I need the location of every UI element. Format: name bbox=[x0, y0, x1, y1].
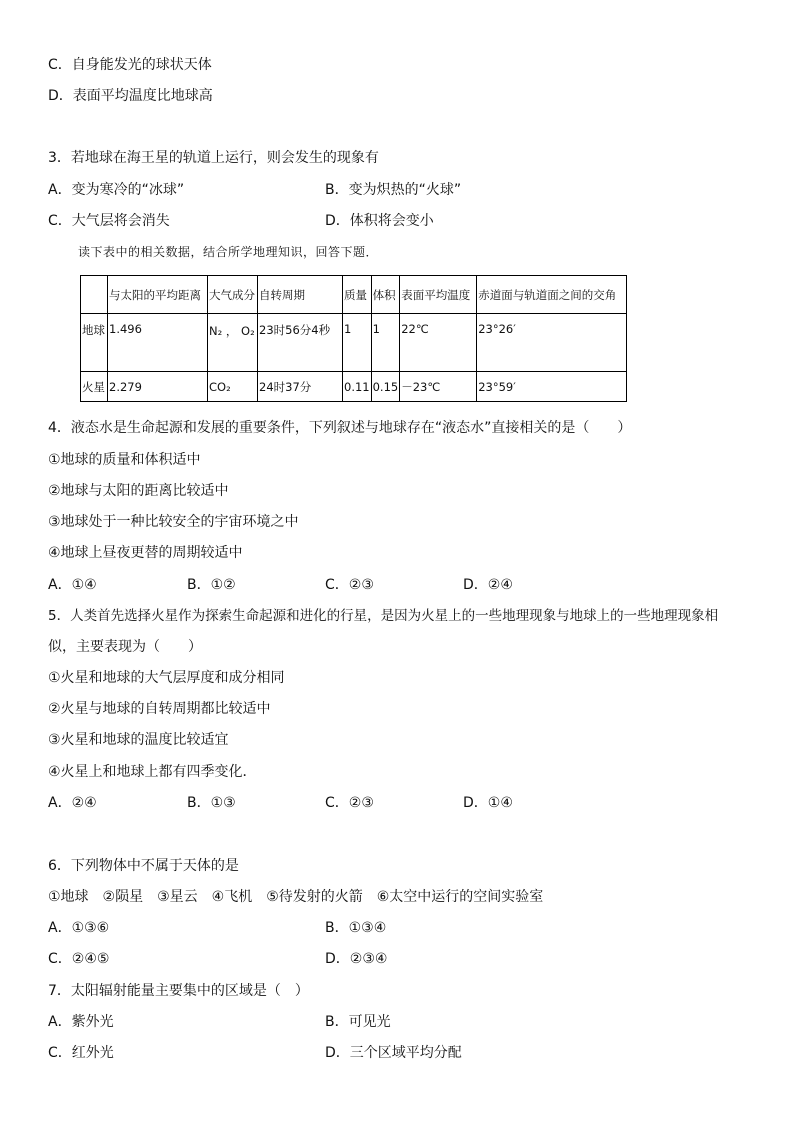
q6-option-a: A．①③⑥ bbox=[48, 920, 110, 936]
q5-option-c: C．②③ bbox=[325, 795, 374, 811]
q7-option-a: A．紫外光 bbox=[48, 1014, 114, 1030]
q7-option-c: C．红外光 bbox=[48, 1045, 114, 1061]
q5-item-1: ①火星和地球的大气层厚度和成分相同 bbox=[48, 670, 285, 686]
q7-stem: 7．太阳辐射能量主要集中的区域是（ ） bbox=[48, 983, 309, 999]
table-cell: 23°26′ bbox=[477, 314, 627, 372]
q7-option-b: B．可见光 bbox=[325, 1014, 391, 1030]
q4-item-3: ③地球处于一种比较安全的宇宙环境之中 bbox=[48, 514, 299, 530]
q5-item-2: ②火星与地球的自转周期都比较适中 bbox=[48, 701, 271, 717]
q7-option-d: D．三个区域平均分配 bbox=[325, 1045, 462, 1061]
header-cell: 大气成分 bbox=[208, 276, 258, 314]
table-header-row bbox=[81, 276, 627, 314]
header-cell: 与太阳的平均距离 bbox=[108, 276, 208, 314]
q4-item-4: ④地球上昼夜更替的周期较适中 bbox=[48, 545, 243, 561]
table-cell: 22℃ bbox=[400, 314, 477, 372]
q5-stem-line1: 5．人类首先选择火星作为探索生命起源和进化的行星，是因为火星上的一些地理现象与地球上的一些地理现象相 bbox=[48, 608, 719, 624]
q5-option-d: D．①④ bbox=[463, 795, 513, 811]
q3-stem: 3．若地球在海王星的轨道上运行，则会发生的现象有 bbox=[48, 150, 379, 166]
header-cell: 质量 bbox=[343, 276, 372, 314]
header-cell: 体积 bbox=[371, 276, 400, 314]
q3-option-c: C．大气层将会消失 bbox=[48, 213, 170, 229]
table-cell: 1.496 bbox=[108, 314, 208, 372]
q3-option-a: A．变为寒冷的“冰球” bbox=[48, 182, 185, 198]
q2-option-c: C．自身能发光的球状天体 bbox=[48, 57, 212, 73]
q4-option-b: B．①② bbox=[187, 577, 236, 593]
q6-option-d: D．②③④ bbox=[325, 951, 388, 967]
table-cell: 23°59′ bbox=[477, 372, 627, 402]
table-cell: CO₂ bbox=[208, 372, 258, 402]
table-cell: 2.279 bbox=[108, 372, 208, 402]
table-cell: 24时37分 bbox=[258, 372, 343, 402]
table-cell: N₂ ， O₂ bbox=[208, 314, 258, 372]
q6-items: ①地球 ②陨星 ③星云 ④飞机 ⑤待发射的火箭 ⑥太空中运行的空间实验室 bbox=[48, 889, 544, 905]
q4-stem: 4．液态水是生命起源和发展的重要条件，下列叙述与地球存在“液态水”直接相关的是（ ） bbox=[48, 420, 632, 436]
header-cell: 表面平均温度 bbox=[400, 276, 477, 314]
table-cell: 火星 bbox=[81, 372, 108, 402]
table-cell: 地球 bbox=[81, 314, 108, 372]
q4-option-c: C．②③ bbox=[325, 577, 374, 593]
header-cell bbox=[81, 276, 108, 314]
table-row bbox=[81, 372, 627, 402]
q6-stem: 6．下列物体中不属于天体的是 bbox=[48, 858, 239, 874]
q5-item-4: ④火星上和地球上都有四季变化． bbox=[48, 764, 257, 780]
q5-item-3: ③火星和地球的温度比较适宜 bbox=[48, 732, 229, 748]
q4-item-1: ①地球的质量和体积适中 bbox=[48, 452, 201, 468]
q6-option-b: B．①③④ bbox=[325, 920, 387, 936]
q4-item-2: ②地球与太阳的距离比较适中 bbox=[48, 483, 229, 499]
q5-stem-line2: 似，主要表现为（ ） bbox=[48, 639, 202, 655]
table-cell: 1 bbox=[371, 314, 400, 372]
table-cell: －23℃ bbox=[400, 372, 477, 402]
table-cell: 0.11 bbox=[343, 372, 372, 402]
table-cell: 23时56分4秒 bbox=[258, 314, 343, 372]
q5-option-a: A．②④ bbox=[48, 795, 97, 811]
table-cell: 1 bbox=[343, 314, 372, 372]
header-cell: 赤道面与轨道面之间的交角 bbox=[477, 276, 627, 314]
q3-option-d: D．体积将会变小 bbox=[325, 213, 434, 229]
q5-option-b: B．①③ bbox=[187, 795, 236, 811]
table-cell: 0.15 bbox=[371, 372, 400, 402]
q6-option-c: C．②④⑤ bbox=[48, 951, 110, 967]
table-intro: 读下表中的相关数据，结合所学地理知识，回答下题． bbox=[78, 245, 379, 259]
q2-option-d: D．表面平均温度比地球高 bbox=[48, 88, 213, 104]
table-row bbox=[81, 314, 627, 372]
q4-option-d: D．②④ bbox=[463, 577, 513, 593]
planet-data-table bbox=[80, 275, 627, 402]
q4-option-a: A．①④ bbox=[48, 577, 97, 593]
header-cell: 自转周期 bbox=[258, 276, 343, 314]
q3-option-b: B．变为炽热的“火球” bbox=[325, 182, 462, 198]
